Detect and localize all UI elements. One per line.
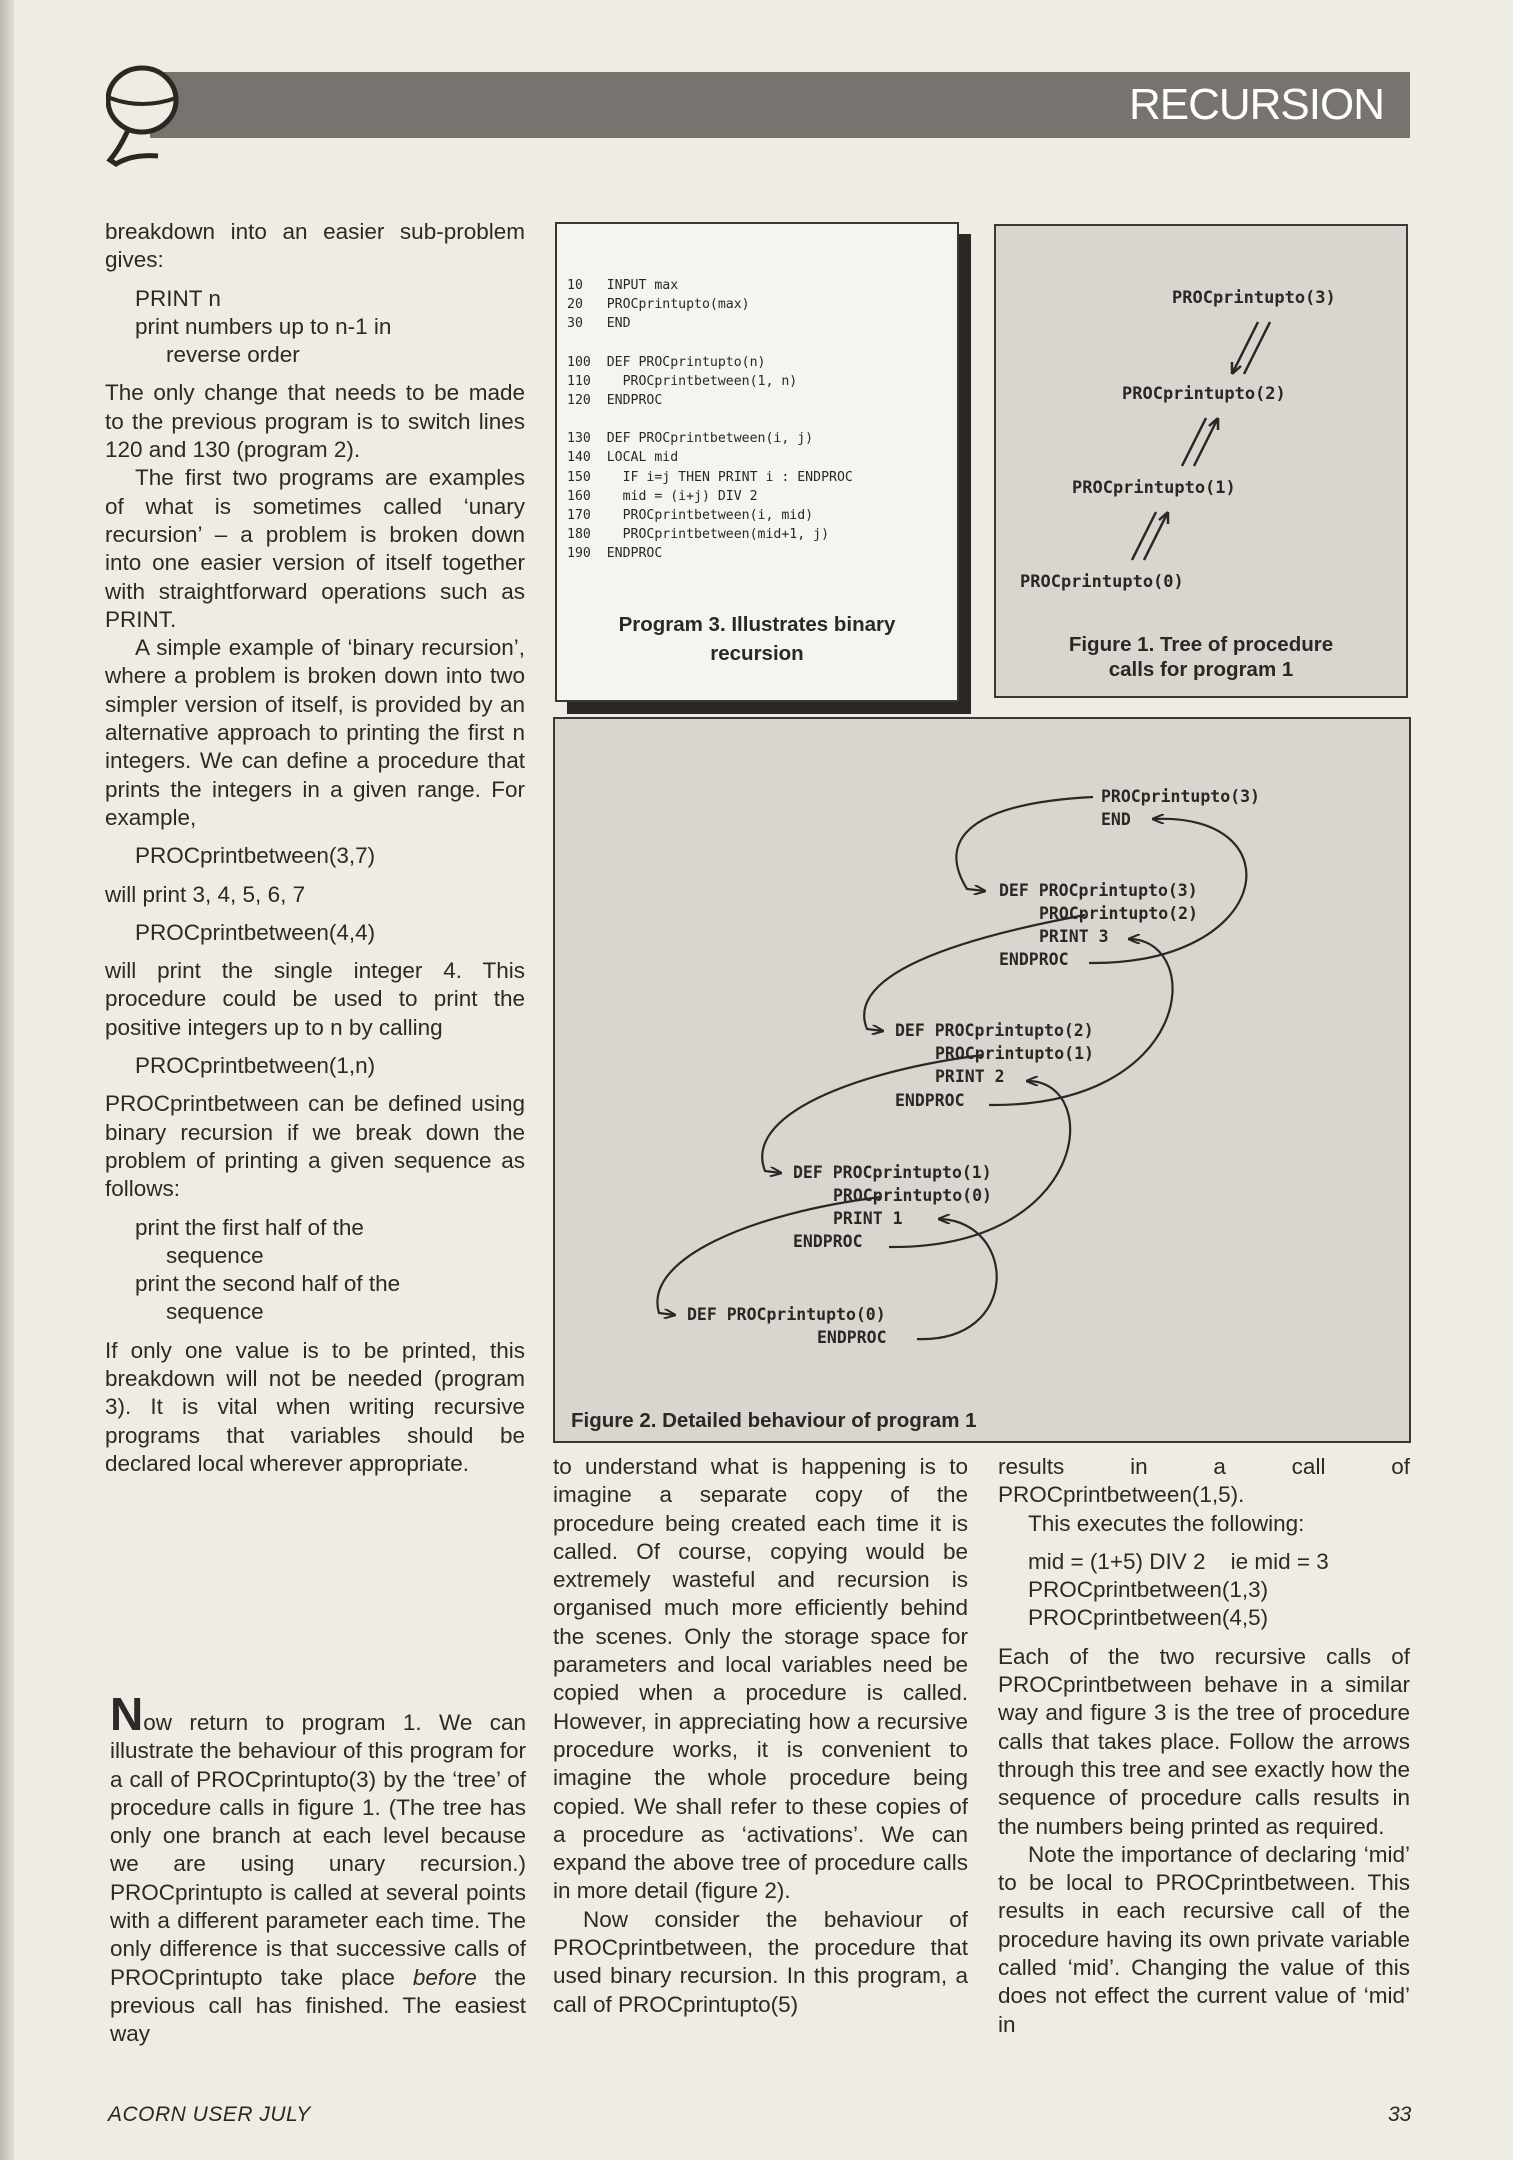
paragraph: results in a call of PROCprintbetween(1,5). <box>998 1454 1410 1508</box>
emphasis: before <box>412 1964 477 1990</box>
flow-line: ENDPROC <box>817 1328 887 1347</box>
footer-publication: ACORN USER JULY <box>108 2103 311 2126</box>
paragraph: If only one value is to be printed, this breakdown will not be needed (program 3). It is vital when writing recursive programs that variables should be declared local wherever appropriate. <box>105 1337 525 1476</box>
column-middle <box>553 1453 968 2019</box>
paragraph: Each of the two recursive calls of PROCprintbetween behave in a similar way and figure 3 is the tree of procedure calls that takes place. Follow the arrows through this tree and see exactly how the sequence of procedure calls results in the numbers being printed as required. <box>998 1643 1410 1839</box>
code-line: 30 END <box>567 316 631 332</box>
drop-cap: N <box>110 1688 144 1740</box>
section-title: RECURSION <box>1128 80 1384 129</box>
tree-arrows-icon <box>996 226 1406 696</box>
pseudo-code-line: PROCprintbetween(1,3) <box>1028 1577 1269 1603</box>
program-3-listing <box>555 222 959 702</box>
flow-line: DEF PROCprintupto(0) <box>687 1305 886 1324</box>
code-line: 150 IF i=j THEN PRINT i : ENDPROC <box>567 469 853 485</box>
code-line: 180 PROCprintbetween(mid+1, j) <box>567 527 830 543</box>
code-line: 10 INPUT max <box>567 278 679 293</box>
flow-line: PROCprintupto(1) <box>935 1044 1094 1063</box>
flow-line: PROCprintupto(3) <box>1101 787 1260 806</box>
flow-line: PROCprintupto(0) <box>833 1186 992 1205</box>
caption-line: Figure 1. Tree of procedure <box>1068 633 1334 656</box>
paragraph: The only change that needs to be made to the previous program is to switch lines 120 and 130 (program 2). <box>105 380 525 463</box>
code-example: PROCprintbetween(3,7) <box>135 843 376 869</box>
figure-2-caption: Figure 2. Detailed behaviour of program 1 <box>571 1409 977 1432</box>
pseudo-code-line: reverse order <box>166 342 300 368</box>
paragraph: Now consider the behaviour of PROCprintbetween, the procedure that used binary recursion. In this program, a call of PROCprintupto(5) <box>553 1906 968 2017</box>
page-edge <box>0 0 14 2160</box>
page-number: 33 <box>1388 2103 1412 2126</box>
caption-line: Program 3. Illustrates binary <box>618 613 896 636</box>
flow-line: PRINT 2 <box>935 1067 1005 1086</box>
flow-line: ENDPROC <box>895 1091 965 1110</box>
code-line: 170 PROCprintbetween(i, mid) <box>567 508 814 524</box>
column-left <box>105 218 525 1478</box>
paragraph: This executes the following: <box>1028 1510 1305 1536</box>
flow-line: PRINT 1 <box>833 1209 903 1228</box>
paragraph: will print 3, 4, 5, 6, 7 <box>105 881 306 907</box>
paragraph-text: ow return to program 1. We can illustrate the behaviour of this program for a call of PROCprintupto(3) by the ‘tree’ of procedure calls in figure 1. (The tree has only one branch at each level because we are using unary recursion.) PROCprintupto is called at several points with a different parameter each time. The only difference is that successive calls of PROCprintupto take place <box>110 1710 526 1990</box>
pseudo-code-line: sequence <box>166 1242 264 1268</box>
code-line: 110 PROCprintbetween(1, n) <box>567 373 798 389</box>
code-listing <box>567 276 853 564</box>
flow-line: PROCprintupto(2) <box>1039 904 1198 923</box>
pseudo-code-line: print numbers up to n-1 in <box>135 313 392 339</box>
flow-line: ENDPROC <box>793 1232 863 1251</box>
pseudo-code-line: mid = (1+5) DIV 2 ie mid = 3 <box>1028 1548 1329 1574</box>
caption-line: calls for program 1 <box>1108 658 1294 681</box>
flow-line: END <box>1101 810 1131 829</box>
figure-2-behaviour <box>553 717 1411 1443</box>
flow-line: ENDPROC <box>999 950 1069 969</box>
code-line: 120 ENDPROC <box>567 393 663 409</box>
paragraph-text: the previous call has finished. The easiest way <box>110 1964 527 2047</box>
code-blank-line <box>567 334 853 353</box>
code-line: 20 PROCprintupto(max) <box>567 297 750 313</box>
pseudo-code-line: PRINT n <box>135 285 221 311</box>
paragraph: PROCprintbetween can be defined using binary recursion if we break down the problem of printing a given sequence as follows: <box>105 1091 525 1202</box>
tree-node: PROCprintupto(0) <box>1020 572 1184 592</box>
paragraph: breakdown into an easier sub-problem gives: <box>105 219 525 273</box>
flow-line: DEF PROCprintupto(2) <box>895 1021 1094 1040</box>
column-left-lower <box>110 1688 527 2049</box>
paragraph: The first two programs are examples of what is sometimes called ‘unary recursion’ – a problem is broken down into one easier version of itself together with straightforward operations such as PRINT. <box>105 465 525 632</box>
column-right <box>998 1453 1410 2039</box>
code-line: 140 LOCAL mid <box>567 450 679 466</box>
tree-node: PROCprintupto(2) <box>1122 384 1286 404</box>
paragraph: A simple example of ‘binary recursion’, where a problem is broken down into two simpler version of itself, is provided by an alternative approach to printing the first n integers. We can define a procedure that prints the integers in a given range. For example, <box>105 635 525 830</box>
code-example: PROCprintbetween(4,4) <box>135 919 376 945</box>
code-line: 130 DEF PROCprintbetween(i, j) <box>567 431 814 447</box>
pseudo-code-line: PROCprintbetween(4,5) <box>1028 1605 1269 1631</box>
flow-line: DEF PROCprintupto(1) <box>793 1163 992 1182</box>
paragraph: Note the importance of declaring ‘mid’ to be local to PROCprintbetween. This results in each recursive call of the procedure having its own private variable called ‘mid’. Changing the value of this does not effect the current value of ‘mid’ in <box>998 1841 1410 2037</box>
flow-line: PRINT 3 <box>1039 927 1109 946</box>
flow-line: DEF PROCprintupto(3) <box>999 881 1198 900</box>
code-line: 160 mid = (i+j) DIV 2 <box>567 488 758 504</box>
program-3-caption <box>557 610 957 668</box>
paragraph: will print the single integer 4. This procedure could be used to print the positive integers up to n by calling <box>105 958 525 1040</box>
code-line: 100 DEF PROCprintupto(n) <box>567 354 766 370</box>
pseudo-code-line: sequence <box>166 1299 264 1325</box>
pseudo-code-line: print the second half of the <box>135 1271 401 1297</box>
code-blank-line <box>567 410 853 429</box>
header-bar <box>150 72 1410 138</box>
pseudo-code-line: print the first half of the <box>135 1214 364 1240</box>
figure-1-caption <box>996 632 1406 682</box>
acorn-logo-icon <box>106 60 182 170</box>
paragraph-dropcap <box>110 1688 527 2049</box>
figure-1-tree <box>994 224 1408 698</box>
code-line: 190 ENDPROC <box>567 546 663 562</box>
tree-node: PROCprintupto(3) <box>1172 288 1336 308</box>
tree-node: PROCprintupto(1) <box>1072 478 1236 498</box>
caption-line: recursion <box>710 642 804 665</box>
paragraph: to understand what is happening is to imagine a separate copy of the procedure being created each time it is called. Of course, copying would be extremely wasteful and recursion is organised much more efficiently behind the scenes. Only the storage space for parameters and local variables need be copied when a procedure is called. However, in appreciating how a recursive procedure works, it is convenient to imagine the whole procedure being copied. We shall refer to these copies of a procedure as ‘activations’. We can expand the above tree of procedure calls in more detail (figure 2). <box>553 1454 968 1904</box>
code-example: PROCprintbetween(1,n) <box>135 1053 376 1079</box>
